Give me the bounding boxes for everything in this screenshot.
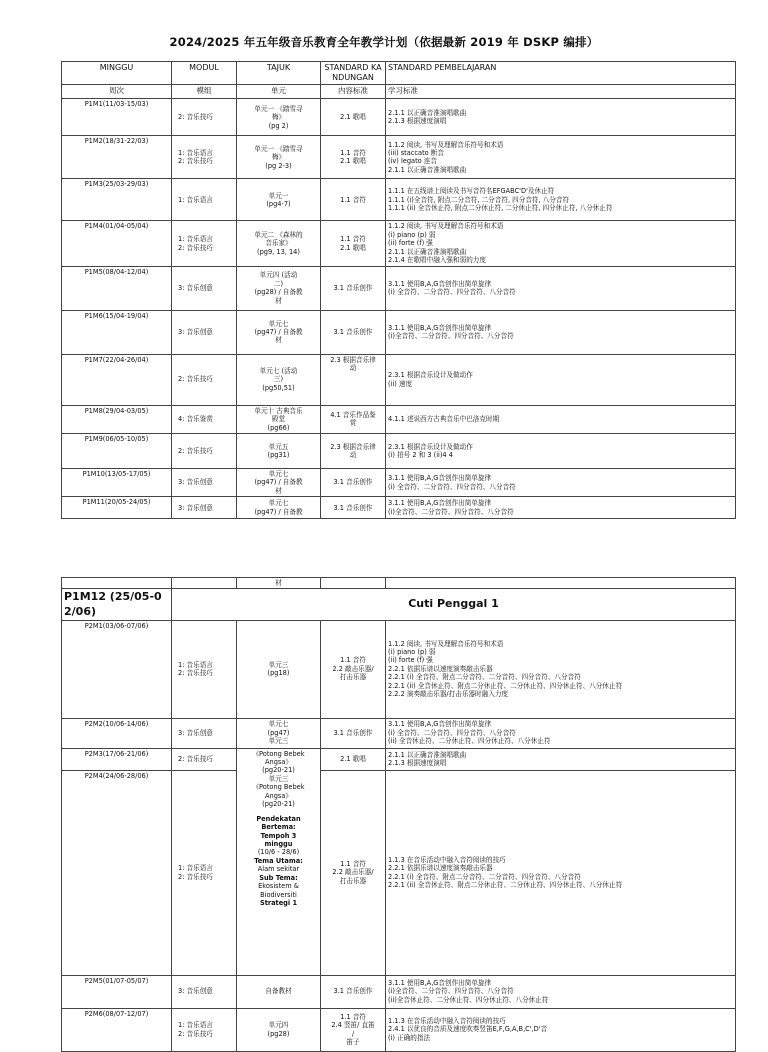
learning-standard-text: 2.2.1 (i) 全音符、附点二分音符、二分音符、四分音符、八分音符 bbox=[388, 673, 581, 682]
topic-text: (pg47) bbox=[267, 728, 290, 737]
table-row bbox=[62, 179, 736, 221]
learning-standard-cell bbox=[386, 354, 736, 405]
learning-standard-text: 2.3.1 根据音乐设计及做动作 bbox=[388, 371, 473, 380]
topic-text: 单元七 bbox=[268, 469, 289, 478]
table-row bbox=[62, 468, 736, 496]
thematic-approach-text: Bertema: bbox=[261, 823, 296, 832]
learning-standard-cell bbox=[386, 497, 736, 519]
content-standard-text: 1.1 音符 bbox=[340, 195, 366, 204]
learning-standard-text: 3.1.1 使用B,A,G音创作出简单旋律 bbox=[388, 499, 492, 508]
module-cell bbox=[172, 266, 237, 310]
content-standard-cell bbox=[321, 136, 386, 179]
topic-cell-merged bbox=[237, 748, 321, 975]
table-row bbox=[62, 1008, 736, 1051]
topic-text: (pg50,51) bbox=[262, 383, 295, 392]
topic-cell bbox=[237, 975, 321, 1008]
week-cell: P2M3(17/06-21/06) bbox=[62, 748, 172, 770]
content-standard-text: 2.1 歌唱 bbox=[340, 113, 366, 122]
table-row bbox=[62, 354, 736, 405]
topic-text: 单元三 bbox=[268, 737, 289, 746]
week-cell: P2M6(08/07-12/07) bbox=[62, 1008, 172, 1051]
week-cell: P1M7(22/04-26/04) bbox=[62, 354, 172, 405]
week-cell: P2M4(24/06-28/06) bbox=[62, 770, 172, 975]
content-standard-text: 2.4 竖笛/ 直笛 bbox=[331, 1021, 375, 1030]
learning-standard-text: 4.1.1 述说西方古典音乐中巴洛克时期 bbox=[388, 415, 500, 424]
topic-text: 材 bbox=[275, 296, 282, 305]
topic-text: 单元七 (活动 bbox=[259, 367, 298, 375]
header-kandungan: STANDARD KANDUNGAN bbox=[321, 62, 386, 85]
learning-standard-cell bbox=[386, 310, 736, 354]
table-row bbox=[62, 770, 736, 975]
learning-standard-cell bbox=[386, 99, 736, 136]
sub-theme-label: Sub Tema: bbox=[259, 873, 298, 882]
thematic-approach-text: Tempoh 3 bbox=[260, 831, 297, 840]
subheader-minggu: 周次 bbox=[62, 85, 172, 99]
topic-text: (pg31) bbox=[267, 450, 290, 459]
learning-standard-text: 2.1.4 在歌唱中融入强和弱的力度 bbox=[388, 256, 486, 265]
header-modul: MODUL bbox=[172, 62, 237, 85]
topic-text: 单元三 bbox=[268, 660, 289, 669]
week-cell: P1M4(01/04-05/04) bbox=[62, 221, 172, 266]
module-text: 2: 音乐技巧 bbox=[178, 1029, 213, 1038]
learning-standard-text: 2.4.1 以优良的音质及速度吹奏竖笛E,F,G,A,B,C',D'音 bbox=[388, 1025, 548, 1034]
topic-cell bbox=[237, 266, 321, 310]
learning-standard-text: 1.1.2 阅读, 书写及理解音乐符号和术语 bbox=[388, 639, 504, 648]
module-text: 2: 音乐技巧 bbox=[178, 669, 213, 678]
topic-text: 音乐家》 bbox=[265, 239, 292, 248]
topic-text: 《Potong Bebek bbox=[252, 783, 305, 792]
topic-text: (pg20-21) bbox=[262, 766, 295, 775]
content-standard-text: 3.1 音乐创作 bbox=[333, 327, 373, 336]
week-cell: P1M1(11/03-15/03) bbox=[62, 99, 172, 136]
header-row bbox=[62, 62, 736, 85]
topic-text: (pg66) bbox=[267, 423, 290, 432]
learning-standard-text: 1.1.2 阅读, 书写及理解音乐符号和术语 bbox=[388, 222, 504, 231]
content-standard-cell bbox=[321, 266, 386, 310]
week-cell: P1M3(25/03-29/03) bbox=[62, 179, 172, 221]
topic-text: Angsa》 bbox=[265, 791, 292, 800]
learning-standard-text: (i) 拍号 2 和 3 (ii)4 4 bbox=[388, 450, 453, 459]
module-cell bbox=[172, 620, 237, 718]
learning-standard-text: (i) 正确的指法 bbox=[388, 1033, 431, 1042]
content-standard-text: 动 bbox=[349, 364, 357, 373]
topic-cell bbox=[237, 354, 321, 405]
learning-standard-cell bbox=[386, 405, 736, 433]
strategy-text: Strategi 1 bbox=[259, 899, 298, 908]
content-standard-text: 打击乐器 bbox=[339, 876, 367, 885]
module-cell bbox=[172, 354, 237, 405]
learning-standard-text: (ii) forte (f) 强 bbox=[388, 239, 433, 248]
learning-standard-cell bbox=[386, 266, 736, 310]
content-standard-cell bbox=[321, 497, 386, 519]
topic-cell bbox=[237, 1008, 321, 1051]
topic-text: 三) bbox=[273, 375, 284, 384]
document-title: 2024/2025 年五年级音乐教育全年教学计划（依据最新 2019 年 DSKP 编排） bbox=[169, 35, 599, 49]
week-cell: P2M2(10/06-14/06) bbox=[62, 718, 172, 748]
learning-standard-text: (i) 全音符、二分音符、四分音符、八分音符 bbox=[388, 728, 516, 737]
topic-cell bbox=[237, 405, 321, 433]
learning-standard-text: 2.1.1 以正确音准演唱歌曲 bbox=[388, 247, 467, 256]
module-text: 3: 音乐创意 bbox=[178, 987, 213, 996]
content-standard-cell bbox=[321, 310, 386, 354]
content-standard-cell bbox=[321, 354, 386, 405]
learning-standard-text: 2.2.1 依据乐谱以速度演奏敲击乐器 bbox=[388, 864, 493, 873]
learning-standard-text: 2.2.1 (i) 全音符、附点二分音符、二分音符、四分音符、八分音符 bbox=[388, 872, 581, 881]
module-cell bbox=[172, 99, 237, 136]
table-row bbox=[62, 748, 736, 770]
learning-standard-text: 1.1.1 (ii) 全音休止符, 附点二分休止符, 二分休止符, 四分休止符, 八分休止符 bbox=[388, 204, 613, 213]
topic-cell bbox=[237, 620, 321, 718]
module-cell bbox=[172, 221, 237, 266]
subheader-modul: 模组 bbox=[172, 85, 237, 99]
learning-standard-text: 1.1.1 (i)全音符, 附点二分音符, 二分音符, 四分音符, 八分音符 bbox=[388, 195, 570, 204]
module-text: 1: 音乐语言 bbox=[178, 1021, 213, 1030]
week-cell: P1M5(08/04-12/04) bbox=[62, 266, 172, 310]
topic-text: (pg47) / 自备教 bbox=[254, 327, 303, 336]
learning-standard-text: (i)全音符、二分音符、四分音符、八分音符 bbox=[388, 987, 514, 996]
content-standard-cell bbox=[321, 221, 386, 266]
topic-text: Angsa》 bbox=[265, 758, 292, 767]
module-text: 3: 音乐创意 bbox=[178, 283, 213, 292]
content-standard-text: 1.1 音符 bbox=[340, 149, 366, 158]
topic-text: (pg20-21) bbox=[262, 800, 295, 809]
learning-standard-text: (ii) 全音休止符、二分休止符、四分休止符、八分休止符 bbox=[388, 737, 551, 746]
content-standard-text: 2.3 根据音乐律 bbox=[330, 442, 376, 451]
learning-standard-text: 1.1.3 在音乐活动中融入音符阅读的技巧 bbox=[388, 855, 506, 864]
learning-standard-text: (iii) staccato 断音 bbox=[388, 149, 444, 158]
learning-standard-text: 3.1.1 使用B,A,G音创作出简单旋律 bbox=[388, 279, 492, 288]
module-cell bbox=[172, 405, 237, 433]
module-text: 2: 音乐技巧 bbox=[178, 754, 213, 763]
thematic-approach-text: minggu bbox=[264, 839, 293, 848]
topic-text: 单元一 《踏雪寻 bbox=[254, 104, 303, 113]
module-cell bbox=[172, 1008, 237, 1051]
learning-standard-cell bbox=[386, 468, 736, 496]
carry-text: 材 bbox=[237, 578, 321, 589]
learning-standard-text: (i) piano (p) 弱 bbox=[388, 230, 436, 239]
learning-standard-text: 2.1.1 以正确音准演唱歌曲 bbox=[388, 165, 467, 174]
module-cell bbox=[172, 310, 237, 354]
topic-text: 自备教材 bbox=[265, 987, 292, 996]
learning-standard-text: (ii) 速度 bbox=[388, 379, 413, 388]
module-text: 1: 音乐语言 bbox=[178, 149, 213, 158]
topic-text: 材 bbox=[275, 336, 282, 345]
topic-text: 梅》 bbox=[271, 153, 286, 162]
topic-cell bbox=[237, 179, 321, 221]
module-text: 2: 音乐技巧 bbox=[178, 157, 213, 166]
learning-standard-text: 2.2.1 (ii) 全音休止符、附点二分休止符、二分休止符、四分休止符、八分休止符 bbox=[388, 681, 623, 690]
content-standard-cell bbox=[321, 433, 386, 468]
content-standard-text: 3.1 音乐创作 bbox=[333, 728, 373, 737]
learning-standard-text: (i)全音符、二分音符、四分音符、八分音符 bbox=[388, 332, 514, 341]
learning-standard-text: (i) 全音符、二分音符、四分音符、八分音符 bbox=[388, 482, 516, 491]
topic-text: (pg28) bbox=[267, 1029, 290, 1038]
week-cell: P2M1(03/06-07/06) bbox=[62, 620, 172, 718]
theme-date-text: (10/6 - 28/6) bbox=[257, 848, 300, 857]
module-text: 2: 音乐技巧 bbox=[178, 243, 213, 252]
learning-standard-cell bbox=[386, 1008, 736, 1051]
topic-text: 殿堂 bbox=[271, 415, 286, 424]
topic-cell bbox=[237, 433, 321, 468]
content-standard-cell bbox=[321, 1008, 386, 1051]
learning-standard-text: 2.1.3 根据速度演唱 bbox=[388, 117, 447, 126]
table-row bbox=[62, 266, 736, 310]
learning-standard-cell bbox=[386, 718, 736, 748]
thematic-approach-text: Pendekatan bbox=[256, 814, 301, 823]
topic-cell bbox=[237, 310, 321, 354]
week-cell: P2M5(01/07-05/07) bbox=[62, 975, 172, 1008]
learning-standard-text: (i) piano (p) 弱 bbox=[388, 648, 436, 656]
content-standard-cell bbox=[321, 405, 386, 433]
table-row bbox=[62, 136, 736, 179]
content-standard-text: 2.3 根据音乐律 bbox=[330, 355, 376, 364]
content-standard-cell bbox=[321, 620, 386, 718]
topic-text: (pg47) / 自备教 bbox=[254, 507, 303, 516]
topic-text: (pg9, 13, 14) bbox=[257, 247, 300, 256]
topic-text: (pg28) / 自备教 bbox=[254, 288, 303, 297]
content-standard-cell bbox=[321, 468, 386, 496]
learning-standard-text: 3.1.1 使用B,A,G音创作出简单旋律 bbox=[388, 474, 492, 483]
content-standard-text: 2.1 歌唱 bbox=[340, 243, 366, 252]
content-standard-cell bbox=[321, 99, 386, 136]
topic-text: 单元四 bbox=[268, 1021, 289, 1030]
content-standard-text: 1.1 音符 bbox=[340, 1012, 366, 1021]
topic-text: (pg 2-3) bbox=[265, 161, 292, 170]
topic-text: 单元三 bbox=[268, 774, 289, 783]
holiday-label: Cuti Penggal 1 bbox=[172, 589, 736, 620]
content-standard-text: 1.1 音符 bbox=[340, 859, 366, 868]
module-text: 1: 音乐语言 bbox=[178, 235, 213, 244]
learning-standard-cell bbox=[386, 221, 736, 266]
module-text: 3: 音乐创意 bbox=[178, 728, 213, 737]
content-standard-cell bbox=[321, 770, 386, 975]
topic-cell bbox=[237, 136, 321, 179]
topic-text: (pg18) bbox=[267, 669, 290, 678]
sub-theme-text: Biodiversiti bbox=[260, 890, 297, 899]
learning-standard-text: (iv) legato 连音 bbox=[388, 157, 437, 166]
subheader-row bbox=[62, 85, 736, 99]
content-standard-text: 3.1 音乐创作 bbox=[333, 987, 373, 996]
module-cell bbox=[172, 748, 237, 770]
content-standard-text: 2.2 敲击乐器/ bbox=[332, 868, 374, 877]
content-standard-text: 1.1 音符 bbox=[340, 235, 366, 244]
content-standard-text: 2.1 歌唱 bbox=[340, 754, 366, 763]
topic-text: 单元七 bbox=[268, 720, 289, 729]
table-row bbox=[62, 310, 736, 354]
learning-standard-text: 2.3.1 根据音乐设计及做动作 bbox=[388, 442, 473, 451]
module-text: 2: 音乐技巧 bbox=[178, 872, 213, 881]
content-standard-text: 4.1 音乐作品鉴 bbox=[330, 410, 376, 419]
module-cell bbox=[172, 179, 237, 221]
subheader-tajuk: 单元 bbox=[237, 85, 321, 99]
plan-table-page1 bbox=[61, 61, 736, 519]
header-minggu: MINGGU bbox=[62, 62, 172, 85]
module-text: 3: 音乐创意 bbox=[178, 478, 213, 487]
subheader-kandungan: 内容标准 bbox=[321, 85, 386, 99]
week-cell: P1M9(06/05-10/05) bbox=[62, 433, 172, 468]
learning-standard-cell bbox=[386, 975, 736, 1008]
topic-text: 单元一 bbox=[268, 191, 289, 200]
plan-table-page2 bbox=[61, 577, 736, 1052]
topic-text: 二) bbox=[273, 279, 284, 288]
topic-text: 材 bbox=[275, 486, 282, 495]
content-standard-text: 1.1 音符 bbox=[340, 656, 366, 665]
topic-cell bbox=[237, 221, 321, 266]
module-cell bbox=[172, 975, 237, 1008]
topic-text: 单元七 bbox=[268, 319, 289, 328]
topic-text: 单元四 (活动 bbox=[259, 271, 298, 280]
content-standard-text: / bbox=[351, 1029, 355, 1038]
topic-cell bbox=[237, 497, 321, 519]
learning-standard-text: 3.1.1 使用B,A,G音创作出简单旋律 bbox=[388, 720, 492, 729]
table-row bbox=[62, 99, 736, 136]
content-standard-cell bbox=[321, 748, 386, 770]
module-cell bbox=[172, 770, 237, 975]
module-text: 4: 音乐鉴赏 bbox=[178, 415, 213, 424]
table-row bbox=[62, 433, 736, 468]
header-pembelajaran: STANDARD PEMBELAJARAN bbox=[386, 62, 736, 85]
module-cell bbox=[172, 136, 237, 179]
topic-text: (pg47) / 自备教 bbox=[254, 478, 303, 487]
topic-cell bbox=[237, 468, 321, 496]
learning-standard-cell bbox=[386, 136, 736, 179]
subheader-pembelajaran: 学习标准 bbox=[386, 85, 736, 99]
module-text: 3: 音乐创意 bbox=[178, 327, 213, 336]
main-theme-label: Tema Utama: bbox=[254, 856, 303, 865]
content-standard-cell bbox=[321, 975, 386, 1008]
content-standard-text: 赏 bbox=[349, 419, 357, 428]
topic-text: 单元五 bbox=[268, 442, 289, 451]
learning-standard-text: 3.1.1 使用B,A,G音创作出简单旋律 bbox=[388, 323, 492, 332]
learning-standard-text: (i) 全音符、二分音符、四分音符、八分音符 bbox=[388, 288, 516, 297]
module-text: 3: 音乐创意 bbox=[178, 503, 213, 512]
learning-standard-text: (i)全音符、二分音符、四分音符、八分音符 bbox=[388, 507, 514, 516]
content-standard-cell bbox=[321, 179, 386, 221]
module-cell bbox=[172, 718, 237, 748]
module-text: 2: 音乐技巧 bbox=[178, 446, 213, 455]
holiday-week: P1M12 (25/05-02/06) bbox=[62, 589, 172, 620]
sub-theme-text: Ekosistem & bbox=[258, 882, 299, 891]
learning-standard-text: 1.1.3 在音乐活动中融入音符阅读的技巧 bbox=[388, 1016, 506, 1025]
learning-standard-text: 1.1.2 阅读, 书写及理解音乐符号和术语 bbox=[388, 140, 504, 149]
content-standard-text: 2.1 歌唱 bbox=[340, 157, 366, 166]
week-cell: P1M10(13/05-17/05) bbox=[62, 468, 172, 496]
topic-text: 单元二 《森林的 bbox=[254, 230, 303, 239]
module-cell bbox=[172, 468, 237, 496]
topic-text: (pg4-7) bbox=[266, 199, 291, 208]
module-text: 1: 音乐语言 bbox=[178, 660, 213, 669]
learning-standard-cell bbox=[386, 179, 736, 221]
module-text: 2: 音乐技巧 bbox=[178, 375, 213, 384]
week-cell: P1M2(18/31-22/03) bbox=[62, 136, 172, 179]
learning-standard-text: 2.2.2 演奏敲击乐器/打击乐器时融入力度 bbox=[388, 690, 509, 699]
learning-standard-text: 2.1.1 以正确音准演唱歌曲 bbox=[388, 750, 467, 759]
table-row bbox=[62, 221, 736, 266]
topic-cell bbox=[237, 99, 321, 136]
learning-standard-text: 3.1.1 使用B,A,G音创作出简单旋律 bbox=[388, 978, 492, 987]
module-text: 1: 音乐语言 bbox=[178, 864, 213, 873]
content-standard-text: 3.1 音乐创作 bbox=[333, 503, 373, 512]
learning-standard-text: 2.1.1 以正确音准演唱歌曲 bbox=[388, 109, 467, 118]
content-standard-text: 2.2 敲击乐器/ bbox=[332, 664, 374, 673]
content-standard-text: 动 bbox=[349, 450, 357, 459]
module-cell bbox=[172, 497, 237, 519]
module-cell bbox=[172, 433, 237, 468]
learning-standard-text: 1.1.1 在五线谱上阅读及书写音符名EFGABC'D'及休止符 bbox=[388, 187, 555, 196]
learning-standard-cell bbox=[386, 748, 736, 770]
header-tajuk: TAJUK bbox=[237, 62, 321, 85]
table-row bbox=[62, 405, 736, 433]
learning-standard-text: (ii)全音休止符、二分休止符、四分休止符、八分休止符 bbox=[388, 995, 549, 1004]
topic-text: 单元七 bbox=[268, 499, 289, 508]
content-standard-text: 笛子 bbox=[346, 1038, 360, 1047]
content-standard-cell bbox=[321, 718, 386, 748]
content-standard-text: 3.1 音乐创作 bbox=[333, 283, 373, 292]
carry-row bbox=[62, 578, 736, 589]
learning-standard-cell bbox=[386, 433, 736, 468]
module-text: 2: 音乐技巧 bbox=[178, 113, 213, 122]
week-cell: P1M11(20/05-24/05) bbox=[62, 497, 172, 519]
table-row bbox=[62, 497, 736, 519]
holiday-row bbox=[62, 589, 736, 620]
learning-standard-text: (ii) forte (f) 强 bbox=[388, 656, 433, 665]
topic-text: 单元一 《踏雪寻 bbox=[254, 144, 303, 153]
module-text: 1: 音乐语言 bbox=[178, 195, 213, 204]
main-theme-text: Alam sekitar bbox=[257, 865, 300, 874]
table-row bbox=[62, 718, 736, 748]
learning-standard-text: 2.2.1 (ii) 全音休止符、附点二分休止符、二分休止符、四分休止符、八分休止符 bbox=[388, 881, 623, 890]
learning-standard-cell bbox=[386, 770, 736, 975]
week-cell: P1M6(15/04-19/04) bbox=[62, 310, 172, 354]
table-row bbox=[62, 975, 736, 1008]
learning-standard-cell bbox=[386, 620, 736, 718]
topic-cell bbox=[237, 718, 321, 748]
learning-standard-text: 2.2.1 依据乐谱以速度演奏敲击乐器 bbox=[388, 664, 493, 673]
topic-text: 《Potong Bebek bbox=[252, 749, 305, 758]
topic-text: 单元十 古典音乐 bbox=[254, 406, 303, 415]
topic-text: 梅》 bbox=[271, 113, 286, 122]
learning-standard-text: 2.1.3 根据速度演唱 bbox=[388, 759, 447, 768]
week-cell: P1M8(29/04-03/05) bbox=[62, 405, 172, 433]
topic-text: (pg 2) bbox=[268, 121, 289, 130]
table-row bbox=[62, 620, 736, 718]
content-standard-text: 3.1 音乐创作 bbox=[333, 478, 373, 487]
content-standard-text: 打击乐器 bbox=[339, 673, 367, 682]
